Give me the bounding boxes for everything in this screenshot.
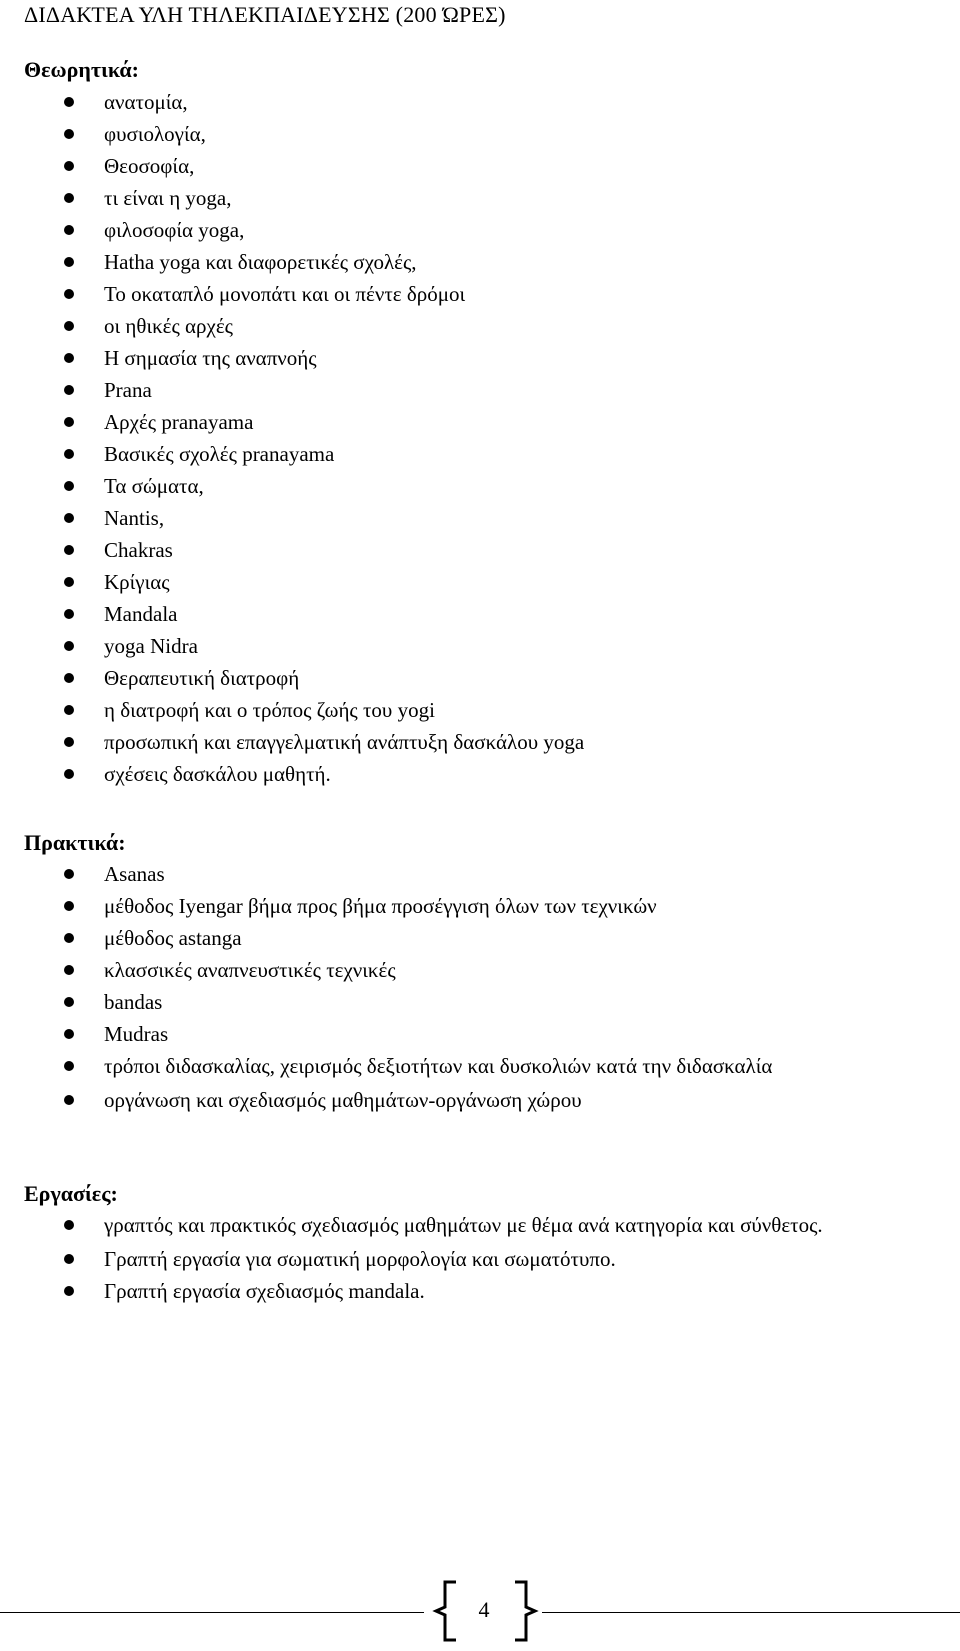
bullet-icon: [64, 1095, 74, 1105]
section-heading-practical: Πρακτικά:: [24, 830, 126, 855]
bullet-icon: [64, 513, 74, 523]
section-heading-theoretical: Θεωρητικά:: [24, 57, 140, 82]
list-item: Γραπτή εργασία για σωματική μορφολογία και σωματότυπο.: [0, 1243, 960, 1275]
footer-rule-right: [542, 1612, 960, 1613]
list-item: φυσιολογία,: [0, 118, 960, 150]
bullet-icon: [64, 417, 74, 427]
bullet-icon: [64, 353, 74, 363]
bullet-icon: [64, 257, 74, 267]
list-item: Η σημασία της αναπνοής: [0, 342, 960, 374]
list-item: Βασικές σχολές pranayama: [0, 438, 960, 470]
theoretical-list: [0, 86, 960, 790]
list-item: Αρχές pranayama: [0, 406, 960, 438]
bullet-icon: [64, 161, 74, 171]
list-item: Mudras: [0, 1018, 960, 1050]
bullet-icon: [64, 737, 74, 747]
bullet-icon: [64, 321, 74, 331]
bullet-icon: [64, 869, 74, 879]
list-item: κλασσικές αναπνευστικές τεχνικές: [0, 954, 960, 986]
document-title: ΔΙΔΑΚΤΕΑ ΥΛΗ ΤΗΛΕΚΠΑΙΔΕΥΣΗΣ (200 ΏΡΕΣ): [24, 2, 506, 27]
list-item: bandas: [0, 986, 960, 1018]
bullet-icon: [64, 1029, 74, 1039]
bullet-icon: [64, 577, 74, 587]
left-brace-icon: [432, 1580, 462, 1642]
list-item: Τα σώματα,: [0, 470, 960, 502]
list-item: μέθοδος Iyengar βήμα προς βήμα προσέγγιση όλων των τεχνικών: [0, 890, 960, 922]
list-item: μέθοδος astanga: [0, 922, 960, 954]
list-item: Γραπτή εργασία σχεδιασμός mandala.: [0, 1275, 960, 1307]
list-item: οργάνωση και σχεδιασμός μαθημάτων-οργάνωση χώρου: [0, 1084, 960, 1116]
bullet-icon: [64, 673, 74, 683]
list-item: Chakras: [0, 534, 960, 566]
right-brace-icon: [509, 1580, 539, 1642]
list-item: ανατομία,: [0, 86, 960, 118]
list-item: φιλοσοφία yoga,: [0, 214, 960, 246]
bullet-icon: [64, 1254, 74, 1264]
practical-list: [0, 858, 960, 1116]
list-item: Θεοσοφία,: [0, 150, 960, 182]
bullet-icon: [64, 997, 74, 1007]
list-item: τρόποι διδασκαλίας, χειρισμός δεξιοτήτων και δυσκολιών κατά την διδασκαλία: [0, 1050, 960, 1084]
bullet-icon: [64, 225, 74, 235]
list-item: η διατροφή και ο τρόπος ζωής του yogi: [0, 694, 960, 726]
bullet-icon: [64, 481, 74, 491]
bullet-icon: [64, 1220, 74, 1230]
bullet-icon: [64, 289, 74, 299]
list-item: προσωπική και επαγγελματική ανάπτυξη δασκάλου yoga: [0, 726, 960, 758]
page-number: 4: [478, 1597, 490, 1622]
bullet-icon: [64, 1286, 74, 1296]
list-item: Το οκαταπλό μονοπάτι και οι πέντε δρόμοι: [0, 278, 960, 310]
bullet-icon: [64, 449, 74, 459]
section-heading-assignments: Εργασίες:: [24, 1181, 118, 1206]
list-item: Κρίγιας: [0, 566, 960, 598]
bullet-icon: [64, 193, 74, 203]
bullet-icon: [64, 1061, 74, 1071]
bullet-icon: [64, 933, 74, 943]
bullet-icon: [64, 965, 74, 975]
bullet-icon: [64, 97, 74, 107]
list-item: Θεραπευτική διατροφή: [0, 662, 960, 694]
footer-rule-left: [0, 1612, 424, 1613]
page-footer: [0, 1580, 960, 1640]
bullet-icon: [64, 545, 74, 555]
bullet-icon: [64, 129, 74, 139]
list-item: τι είναι η yoga,: [0, 182, 960, 214]
list-item: Mandala: [0, 598, 960, 630]
bullet-icon: [64, 901, 74, 911]
list-item: γραπτός και πρακτικός σχεδιασμός μαθημάτων με θέμα ανά κατηγορία και σύνθετος.: [0, 1209, 960, 1243]
list-item: Hatha yoga και διαφορετικές σχολές,: [0, 246, 960, 278]
bullet-icon: [64, 769, 74, 779]
list-item: Nantis,: [0, 502, 960, 534]
list-item: Prana: [0, 374, 960, 406]
list-item: yoga Nidra: [0, 630, 960, 662]
list-item: Asanas: [0, 858, 960, 890]
list-item: σχέσεις δασκάλου μαθητή.: [0, 758, 960, 790]
list-item: οι ηθικές αρχές: [0, 310, 960, 342]
bullet-icon: [64, 609, 74, 619]
bullet-icon: [64, 705, 74, 715]
bullet-icon: [64, 641, 74, 651]
bullet-icon: [64, 385, 74, 395]
assignments-list: [0, 1209, 960, 1307]
